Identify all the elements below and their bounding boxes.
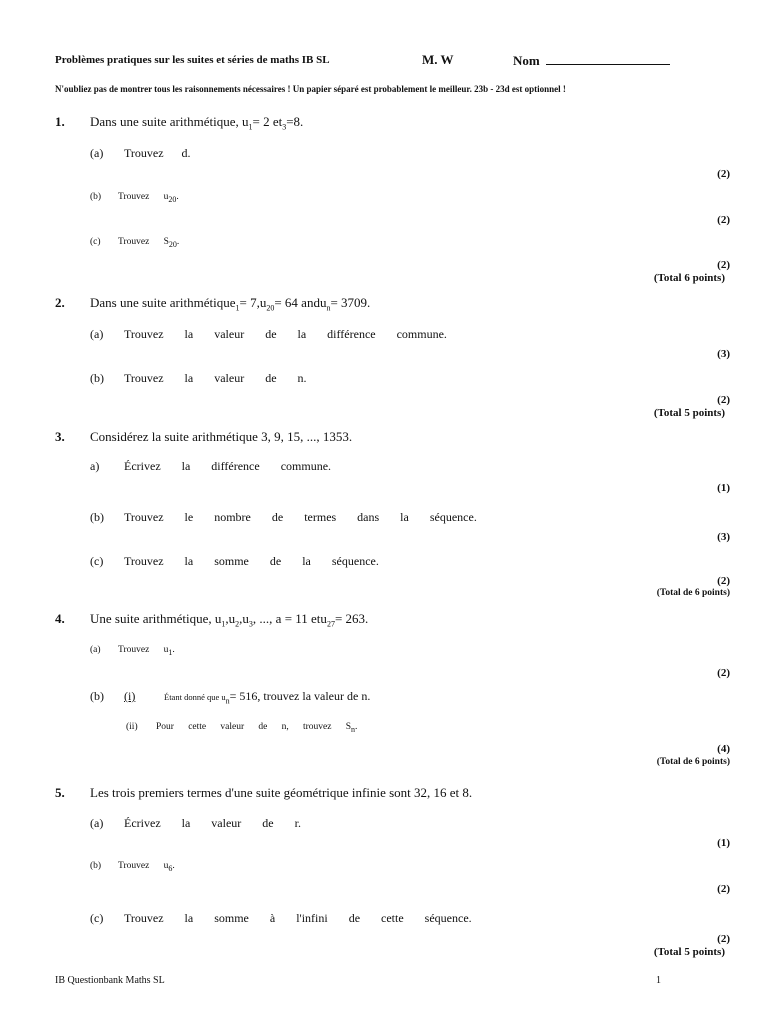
q2-text-pre: Dans une suite arithmétique <box>90 295 236 310</box>
q2-text-mid1: = 7,u <box>239 295 267 310</box>
q1a-label: (a) <box>90 146 104 160</box>
q3a-label: a) <box>90 459 100 473</box>
question-2-text <box>90 295 370 313</box>
q2-text-post: = 3709. <box>330 295 371 310</box>
q5a-text: Écrivez la valeur de r. <box>124 816 301 830</box>
q5c-label: (c) <box>90 911 104 925</box>
question-3-text: Considérez la suite arithmétique 3, 9, 15, ..., 1353. <box>90 429 353 444</box>
question-2-number: 2. <box>55 295 65 310</box>
q5a-label: (a) <box>90 816 104 830</box>
q1a-text: Trouvez d. <box>124 146 191 160</box>
q4-text-mid: , ..., a = 11 etu <box>252 611 327 626</box>
q1b-post: . <box>176 192 179 202</box>
q4a-label: (a) <box>90 645 101 655</box>
footer-source: IB Questionbank Maths SL <box>55 975 165 986</box>
q4a-marks: (2) <box>717 667 730 679</box>
worksheet-title: Problèmes pratiques sur les suites et séries de maths IB SL <box>55 54 330 66</box>
q4b-label: (b) <box>90 689 104 703</box>
q2a-label: (a) <box>90 327 104 341</box>
question-2a <box>90 327 447 342</box>
q4bii-sub: n <box>350 724 355 734</box>
q4-text-post: = 263. <box>334 611 369 626</box>
q1b-marks: (2) <box>717 214 730 226</box>
name-field <box>513 52 670 69</box>
q4-t3: ,u <box>239 611 249 626</box>
q4bi-label: (i) <box>124 689 136 703</box>
name-blank-line <box>546 52 670 65</box>
q1c-sub: 20 <box>168 239 177 249</box>
q3c-marks: (2) <box>717 575 730 587</box>
q2-total: (Total 5 points) <box>653 407 725 419</box>
q4-t2: ,u <box>225 611 236 626</box>
q1b-label: (b) <box>90 192 102 202</box>
q1-sub2: 3 <box>282 122 287 132</box>
q3b-label: (b) <box>90 510 104 524</box>
q1c-post: . <box>176 237 180 247</box>
q4bii-post: . <box>354 722 358 732</box>
q2-sub3: n <box>326 303 331 313</box>
q1c-label: (c) <box>90 237 101 247</box>
q4-sub4: 27 <box>326 619 335 629</box>
q2-text-mid2: = 64 andu <box>274 295 327 310</box>
q2-sub1: 1 <box>235 303 240 313</box>
q2b-label: (b) <box>90 371 104 385</box>
question-5-text: Les trois premiers termes d'une suite géométrique infinie sont 32, 16 et 8. <box>90 785 473 800</box>
q1b-sub: 20 <box>168 194 177 204</box>
question-3a <box>90 459 331 474</box>
q4b-marks: (4) <box>717 743 730 755</box>
q5a-marks: (1) <box>717 837 730 849</box>
q5c-marks: (2) <box>717 933 730 945</box>
question-5-number: 5. <box>55 785 65 800</box>
question-1-number: 1. <box>55 114 65 129</box>
q5b-marks: (2) <box>717 883 730 895</box>
question-3c <box>90 554 379 569</box>
q1a-marks: (2) <box>717 168 730 180</box>
instructions: N'oubliez pas de montrer tous les raisonnements nécessaires ! Un papier séparé est probablement le meilleur. 23b - 23d est optionnel ! <box>55 84 566 94</box>
q4bi-small-text: Étant donné que u <box>164 692 226 702</box>
q4bi-text: = 516, trouvez la valeur de n. <box>229 689 371 703</box>
q4bii-label: (ii) <box>126 722 138 732</box>
q4-sub2: 2 <box>235 619 240 629</box>
q1-text-post: =8. <box>286 114 304 129</box>
q3a-text: Écrivez la différence commune. <box>124 459 332 473</box>
question-1a <box>90 146 191 161</box>
q5-total: (Total 5 points) <box>653 946 725 958</box>
q2a-marks: (3) <box>717 348 730 360</box>
q1-total: (Total 6 points) <box>653 272 725 284</box>
q1c-marks: (2) <box>717 259 730 271</box>
q2-sub2: 20 <box>266 303 275 313</box>
question-5b <box>90 861 175 873</box>
q4-sub3: 3 <box>248 619 253 629</box>
q2a-text: Trouvez la valeur de la différence commune. <box>124 327 447 341</box>
q1b-text: Trouvez u <box>118 192 169 202</box>
q1c-text: Trouvez S <box>118 237 169 247</box>
name-label: Nom <box>513 53 540 68</box>
q1-sub1: 1 <box>248 122 253 132</box>
question-3-number: 3. <box>55 429 65 444</box>
q4a-sub: 1 <box>168 647 173 657</box>
q4bii-text: Pour cette valeur de n, trouvez S <box>156 722 351 732</box>
q4a-post: . <box>172 645 175 655</box>
question-4b <box>90 689 370 705</box>
question-4a <box>90 645 175 657</box>
question-5a <box>90 816 301 831</box>
teacher-name: M. W <box>422 52 454 67</box>
q3-total: (Total de 6 points) <box>656 588 730 598</box>
q4bi-sub: n <box>225 696 230 706</box>
q3b-text: Trouvez le nombre de termes dans la séquence. <box>124 510 477 524</box>
question-5c <box>90 911 472 926</box>
q5b-text: Trouvez u <box>118 861 169 871</box>
q5b-label: (b) <box>90 861 102 871</box>
question-2b <box>90 371 307 386</box>
q4-text-pre: Une suite arithmétique, u <box>90 611 222 626</box>
q3c-text: Trouvez la somme de la séquence. <box>124 554 379 568</box>
q2b-marks: (2) <box>717 394 730 406</box>
q4-sub1: 1 <box>221 619 226 629</box>
question-1b <box>90 192 179 204</box>
q2b-text: Trouvez la valeur de n. <box>124 371 307 385</box>
q1-text-mid: = 2 et <box>252 114 283 129</box>
question-4-number: 4. <box>55 611 65 626</box>
q1-text-pre: Dans une suite arithmétique, u <box>90 114 249 129</box>
q5b-sub: 6 <box>168 863 173 873</box>
question-1-text <box>90 114 303 132</box>
question-3b <box>90 510 477 525</box>
question-4b-ii <box>126 722 357 734</box>
q3c-label: (c) <box>90 554 104 568</box>
q5c-text: Trouvez la somme à l'infini de cette séquence. <box>124 911 472 925</box>
page-number: 1 <box>656 975 661 986</box>
q3b-marks: (3) <box>717 531 730 543</box>
q3a-marks: (1) <box>717 482 730 494</box>
question-1c <box>90 237 179 249</box>
q4a-text: Trouvez u <box>118 645 169 655</box>
q5b-post: . <box>172 861 175 871</box>
question-4-text <box>90 611 368 629</box>
q4-total: (Total de 6 points) <box>656 757 730 767</box>
